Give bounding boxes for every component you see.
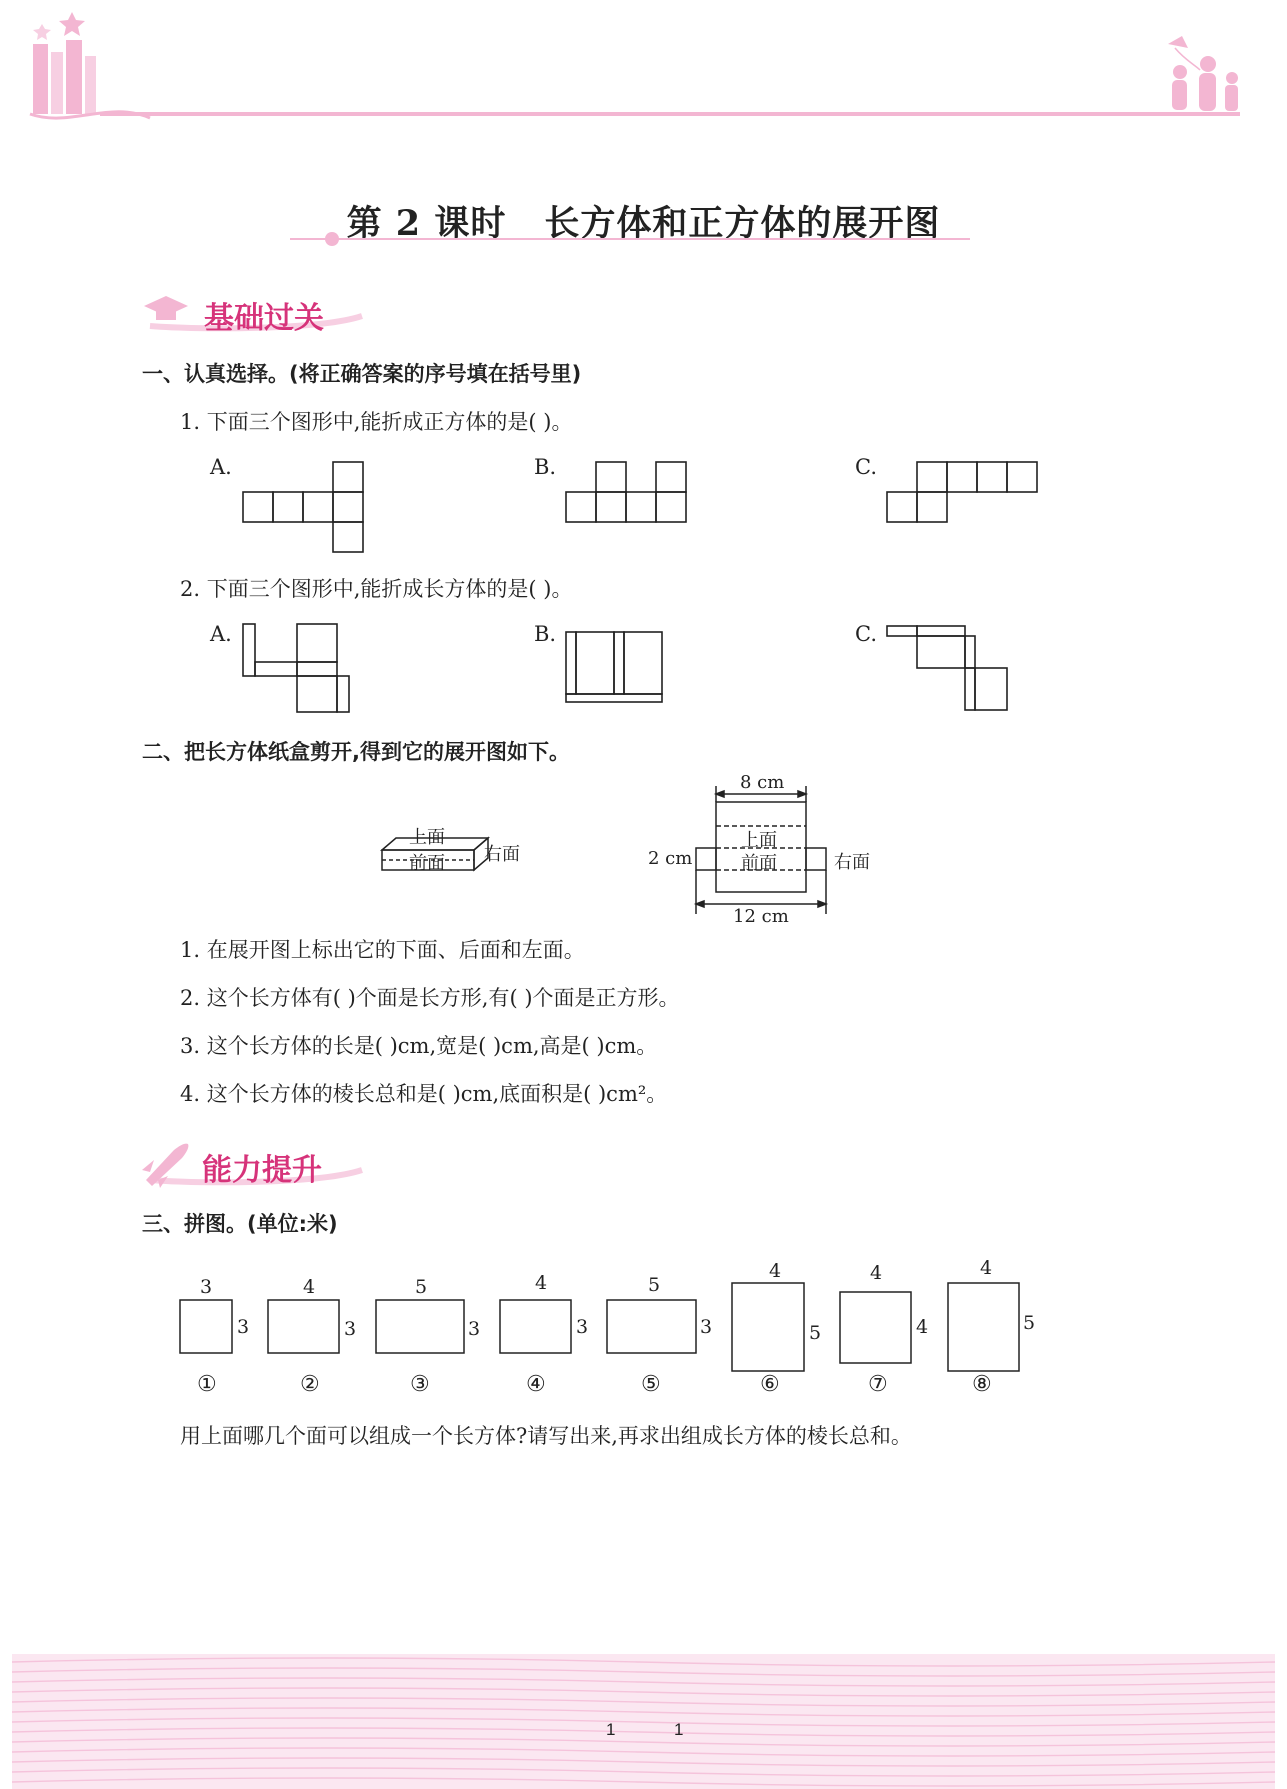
piece-4-rect — [500, 1300, 571, 1353]
q3-question: 用上面哪几个面可以组成一个长方体?请写出来,再求出组成长方体的棱长总和。 — [180, 1424, 912, 1448]
footer-waves — [0, 1652, 1287, 1789]
piece-6-rect — [732, 1283, 804, 1371]
section-title-advanced: 能力提升 — [202, 1153, 322, 1188]
piece-8-rect — [948, 1283, 1019, 1371]
net-label-top: 上面 — [741, 830, 777, 851]
box-label-top: 上面 — [409, 827, 445, 848]
q1-2-option-c: C. — [855, 622, 877, 646]
net-label-right: 右面 — [834, 852, 870, 873]
piece-7-side: 4 — [916, 1316, 929, 1338]
q1-1-option-c: C. — [855, 455, 877, 479]
q2-item2: 2. 这个长方体有( )个面是长方形,有( )个面是正方形。 — [180, 986, 680, 1010]
piece-4-top: 4 — [535, 1272, 548, 1294]
piece-7-rect — [840, 1292, 911, 1363]
piece-2-id: ② — [300, 1372, 320, 1397]
lesson-name: 长方体和正方体的展开图 — [544, 203, 941, 244]
piece-2-side: 3 — [344, 1318, 357, 1340]
piece-1-top: 3 — [200, 1276, 213, 1298]
q2-heading: 二、把长方体纸盒剪开,得到它的展开图如下。 — [142, 740, 570, 764]
q1-1-option-a: A. — [210, 455, 232, 479]
piece-7-id: ⑦ — [868, 1372, 888, 1397]
piece-1-id: ① — [197, 1372, 217, 1397]
piece-4-id: ④ — [526, 1372, 546, 1397]
piece-7-top: 4 — [870, 1262, 883, 1284]
piece-3-id: ③ — [410, 1372, 430, 1397]
page-number-right: 1 — [674, 1720, 684, 1739]
q2-item1: 1. 在展开图上标出它的下面、后面和左面。 — [180, 938, 585, 962]
piece-3-top: 5 — [415, 1276, 428, 1298]
piece-8-side: 5 — [1023, 1312, 1036, 1334]
piece-6-top: 4 — [769, 1260, 782, 1282]
piece-5-side: 3 — [700, 1316, 713, 1338]
piece-2-top: 4 — [303, 1276, 316, 1298]
piece-3-side: 3 — [468, 1318, 481, 1340]
q1-1-option-b: B. — [534, 455, 557, 479]
piece-8-top: 4 — [980, 1257, 993, 1279]
section-title-basic: 基础过关 — [204, 301, 324, 336]
net-length-label: 12 cm — [733, 906, 789, 927]
q2-item3: 3. 这个长方体的长是( )cm,宽是( )cm,高是( )cm。 — [180, 1034, 658, 1058]
q1-2-option-b: B. — [534, 622, 557, 646]
piece-2-rect — [268, 1300, 339, 1353]
q1-heading: 一、认真选择。(将正确答案的序号填在括号里) — [142, 362, 582, 386]
box-label-front: 前面 — [409, 853, 445, 874]
q3-heading: 三、拼图。(单位:米) — [142, 1212, 338, 1236]
piece-8-id: ⑧ — [972, 1372, 992, 1397]
piece-6-side: 5 — [809, 1322, 822, 1344]
q1-item1: 1. 下面三个图形中,能折成正方体的是( )。 — [180, 410, 573, 434]
lesson-part: 第 2 课时 — [346, 203, 507, 244]
piece-5-top: 5 — [648, 1274, 661, 1296]
page-number-left: 1 — [606, 1720, 616, 1739]
piece-6-id: ⑥ — [760, 1372, 780, 1397]
q2-item4: 4. 这个长方体的棱长总和是( )cm,底面积是( )cm²。 — [180, 1082, 668, 1106]
piece-1-side: 3 — [237, 1316, 250, 1338]
piece-5-id: ⑤ — [641, 1372, 661, 1397]
q1-2-option-a: A. — [210, 622, 232, 646]
net-height-label: 2 cm — [648, 848, 693, 869]
net-label-front: 前面 — [741, 853, 777, 874]
q1-item2: 2. 下面三个图形中,能折成长方体的是( )。 — [180, 577, 573, 601]
net-width-label: 8 cm — [740, 772, 785, 793]
piece-4-side: 3 — [576, 1316, 589, 1338]
piece-5-rect — [607, 1300, 696, 1353]
box-label-right: 右面 — [484, 844, 520, 865]
piece-3-rect — [376, 1300, 464, 1353]
piece-1-rect — [180, 1300, 232, 1353]
